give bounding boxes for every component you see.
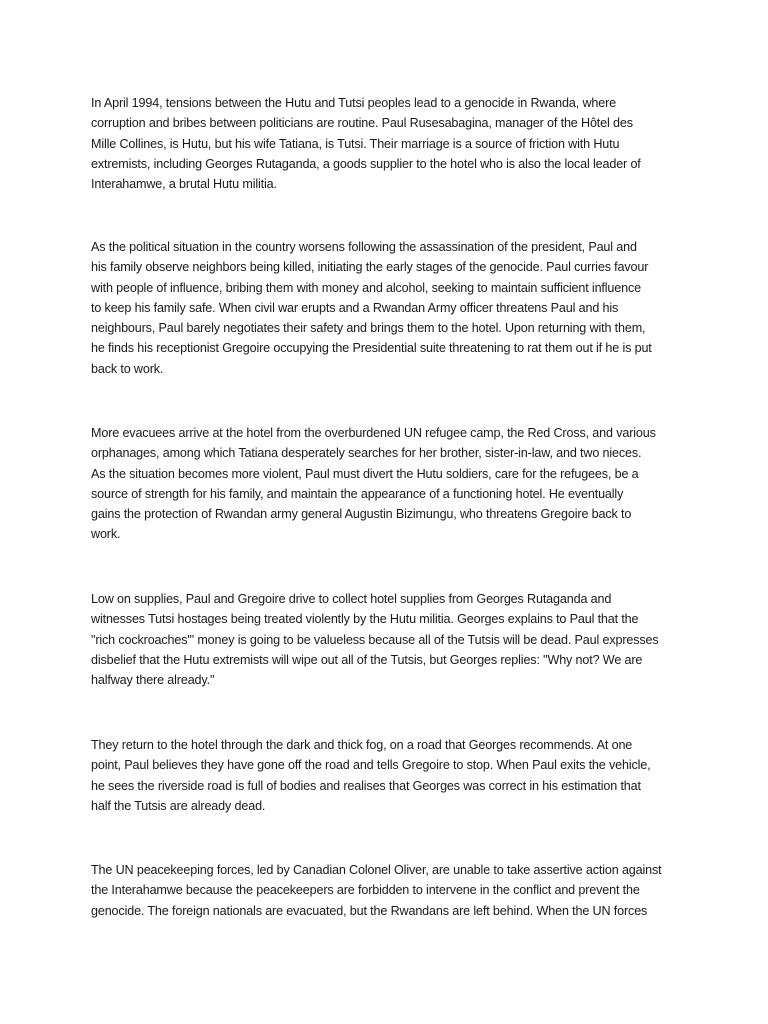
- paragraph: [91, 735, 691, 816]
- paragraph: [91, 860, 691, 921]
- text-line: More evacuees arrive at the hotel from the overburdened UN refugee camp, the Red Cross, and various: [91, 426, 656, 440]
- text-line: The UN peacekeeping forces, led by Canadian Colonel Oliver, are unable to take assertive action against: [91, 863, 662, 877]
- text-line: "rich cockroaches'" money is going to be valueless because all of the Tutsis will be dead. Paul expresses: [91, 632, 659, 647]
- text-line: genocide. The foreign nationals are evacuated, but the Rwandans are left behind. When the UN forces: [91, 903, 648, 918]
- text-line: As the political situation in the country worsens following the assassination of the president, Paul and: [91, 240, 637, 254]
- text-line: half the Tutsis are already dead.: [91, 798, 266, 813]
- text-line: with people of influence, bribing them with money and alcohol, seeking to maintain sufficient influence: [91, 280, 641, 295]
- paragraph: [91, 93, 691, 194]
- text-line: source of strength for his family, and maintain the appearance of a functioning hotel. He eventually: [91, 486, 624, 501]
- text-line: his family observe neighbors being killed, initiating the early stages of the genocide. Paul curries favour: [91, 260, 649, 275]
- text-line: extremists, including Georges Rutaganda, a goods supplier to the hotel who is also the local leader of: [91, 156, 641, 171]
- text-line: point, Paul believes they have gone off the road and tells Gregoire to stop. When Paul exits the vehicle,: [91, 758, 651, 773]
- text-line: As the situation becomes more violent, Paul must divert the Hutu soldiers, care for the refugees, be a: [91, 466, 639, 481]
- text-line: witnesses Tutsi hostages being treated violently by the Hutu militia. Georges explains to Paul that the: [91, 612, 639, 627]
- text-line: he sees the riverside road is full of bodies and realises that Georges was correct in his estimation that: [91, 778, 641, 793]
- paragraph: [91, 423, 691, 545]
- text-line: the Interahamwe because the peacekeepers are forbidden to intervene in the conflict and prevent the: [91, 883, 640, 898]
- text-line: corruption and bribes between politicians are routine. Paul Rusesabagina, manager of the Hôtel des: [91, 116, 633, 131]
- text-line: gains the protection of Rwandan army general Augustin Bizimungu, who threatens Gregoire back to: [91, 507, 632, 522]
- text-line: Low on supplies, Paul and Gregoire drive to collect hotel supplies from Georges Rutaganda and: [91, 592, 612, 606]
- text-line: They return to the hotel through the dark and thick fog, on a road that Georges recommends. At one: [91, 738, 633, 752]
- text-line: work.: [91, 527, 121, 542]
- text-line: Mille Collines, is Hutu, but his wife Tatiana, is Tutsi. Their marriage is a source of friction with Hutu: [91, 136, 620, 151]
- text-line: Interahamwe, a brutal Hutu militia.: [91, 177, 277, 192]
- text-line: neighbours, Paul barely negotiates their safety and brings them to the hotel. Upon returning with them,: [91, 321, 646, 336]
- text-line: orphanages, among which Tatiana desperately searches for her brother, sister-in-law, and two nieces.: [91, 446, 642, 461]
- paragraph: [91, 237, 691, 379]
- text-line: he finds his receptionist Gregoire occupying the Presidential suite threatening to rat them out if he is put: [91, 341, 652, 356]
- paragraph: [91, 589, 691, 690]
- text-line: back to work.: [91, 361, 164, 376]
- text-line: disbelief that the Hutu extremists will wipe out all of the Tutsis, but Georges replies: "Why not? We are: [91, 652, 643, 667]
- text-line: to keep his family safe. When civil war erupts and a Rwandan Army officer threatens Paul and his: [91, 300, 619, 315]
- text-line: In April 1994, tensions between the Hutu and Tutsi peoples lead to a genocide in Rwanda, where: [91, 96, 616, 110]
- text-line: halfway there already.": [91, 673, 215, 688]
